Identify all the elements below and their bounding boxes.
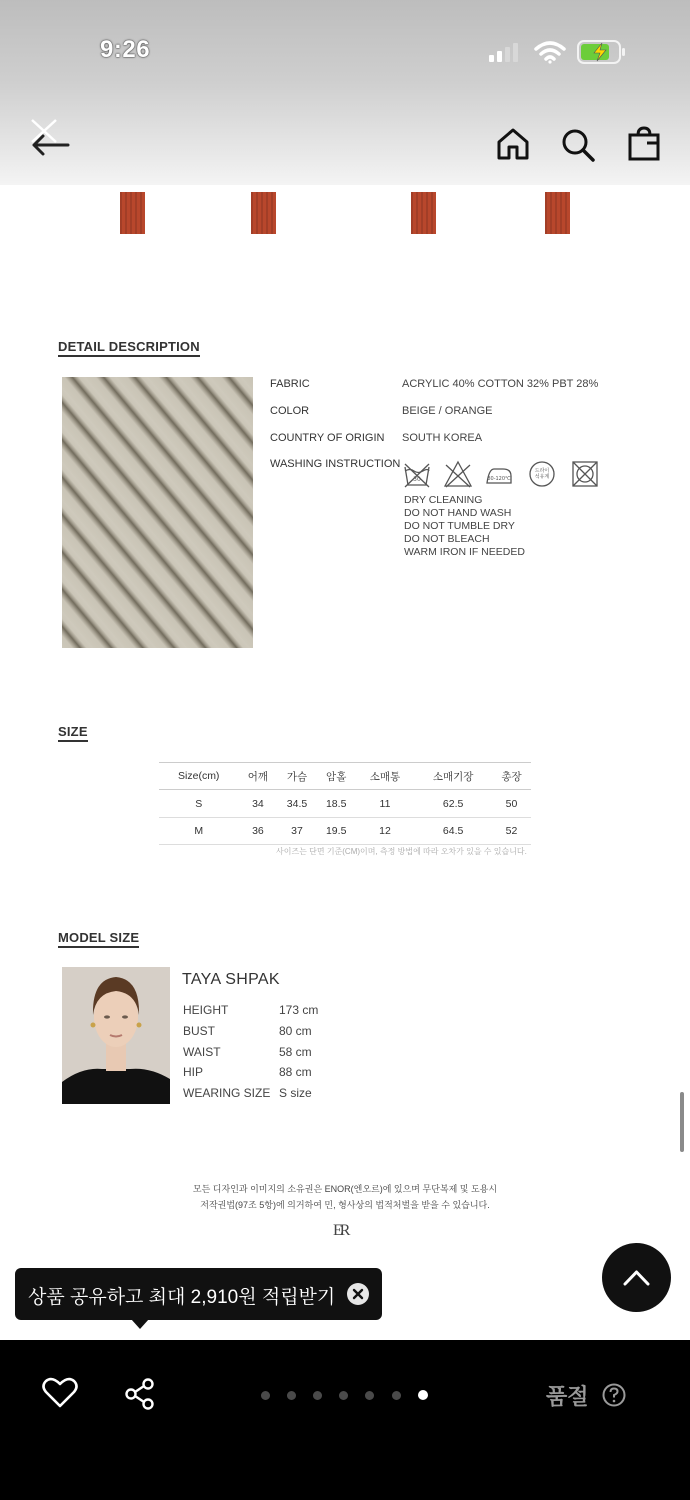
wash-line: DO NOT TUMBLE DRY [404,520,515,532]
back-close-icon[interactable] [28,117,72,161]
toast-close-button[interactable] [347,1283,369,1305]
model-value-waist: 58 cm [279,1045,312,1059]
table-cell: 34 [252,797,264,810]
product-image-strip [120,192,145,234]
wash-line: DRY CLEANING [404,494,483,506]
signal-icon [489,42,523,62]
table-row [159,818,531,845]
scroll-to-top-button[interactable] [602,1243,671,1312]
battery-icon [577,39,627,65]
status-time: 9:26 [100,36,151,63]
page-indicator-dot[interactable] [392,1391,401,1400]
detail-value-origin: SOUTH KOREA [402,432,483,444]
page-indicator-dot[interactable] [261,1391,270,1400]
search-icon[interactable] [560,127,596,163]
close-icon [347,1283,369,1305]
no-bleach-icon [443,459,473,489]
model-section-title: MODEL SIZE [58,930,139,948]
table-cell: 11 [379,797,391,810]
wifi-icon [534,40,566,64]
model-label-hip: HIP [183,1065,204,1079]
model-label-waist: WAIST [183,1045,221,1059]
table-cell: S [195,797,203,810]
table-header-cell: 가슴 [286,770,308,783]
model-label-wearing-size: WEARING SIZE [183,1086,271,1100]
detail-value-color: BEIGE / ORANGE [402,405,493,417]
page-indicator-dot[interactable] [365,1391,374,1400]
model-photo [62,967,170,1104]
chevron-up-icon [602,1243,671,1312]
detail-section-title: DETAIL DESCRIPTION [58,339,200,357]
table-header-cell: Size(cm) [178,770,220,782]
product-image-strip [251,192,276,234]
product-image-strip [411,192,436,234]
dry-clean-text: 드라이 석유계 [534,468,550,480]
table-cell: 18.5 [325,797,347,810]
model-value-height: 173 cm [279,1003,319,1017]
table-cell: 50 [505,797,518,810]
detail-label-origin: COUNTRY OF ORIGIN [270,432,385,444]
table-cell: 62.5 [442,797,464,810]
model-name: TAYA SHPAK [182,971,280,988]
table-cell: M [194,825,204,837]
model-value-wearing-size: S size [279,1086,312,1100]
size-note: 사이즈는 단면 기준(CM)이며, 측정 방법에 따라 오차가 있을 수 있습니다. [276,847,527,856]
detail-label-color: COLOR [270,405,310,417]
size-section-title: SIZE [58,724,88,742]
home-icon[interactable] [496,127,530,161]
product-image-strip [545,192,570,234]
page-indicator-dot[interactable] [313,1391,322,1400]
detail-value-fabric: ACRYLIC 40% COTTON 32% PBT 28% [402,378,599,390]
toast-pointer [131,1319,149,1329]
table-header-cell: 암홀 [326,770,347,783]
table-cell: 37 [291,825,303,837]
bottom-action-bar [0,1340,690,1500]
fabric-swatch-image [62,377,253,648]
no-tumble-dry-icon [570,459,600,489]
table-header-row [159,763,531,790]
page-indicator-dot[interactable] [287,1391,296,1400]
wash-line: DO NOT BLEACH [404,533,490,545]
copyright-line-1: 모든 디자인과 이미지의 소유권은 ENOR(엔오르)에 있으며 무단복제 및 도용시 [192,1184,498,1194]
wash-line: WARM IRON IF NEEDED [404,546,525,558]
table-cell: 36 [252,825,264,837]
model-value-bust: 80 cm [279,1024,312,1038]
iron-temp: 80-120℃ [487,476,511,482]
share-icon[interactable] [123,1377,157,1411]
sold-out-label: 품절 [546,1384,589,1409]
size-table [159,762,531,845]
no-wash-temp: 30 [413,476,421,483]
share-reward-toast[interactable] [15,1268,382,1320]
no-wash-icon [402,459,432,489]
table-header-cell: 소매기장 [432,770,474,783]
help-icon[interactable] [601,1382,627,1408]
heart-icon[interactable] [42,1377,78,1409]
detail-label-washing: WASHING INSTRUCTION [270,458,401,470]
table-cell: 34.5 [286,797,308,810]
table-cell: 64.5 [442,825,464,837]
table-header-cell: 총장 [501,770,522,783]
table-row [159,790,531,818]
page-indicator-dot[interactable] [339,1391,348,1400]
table-cell: 12 [379,825,391,837]
shopping-bag-icon[interactable] [627,126,661,162]
wash-line: DO NOT HAND WASH [404,507,512,519]
page-indicator-dot-active[interactable] [418,1390,428,1400]
model-value-hip: 88 cm [279,1065,312,1079]
brand-logo: ER [333,1222,348,1239]
copyright-line-2: 저작권법(97조 5항)에 의거하여 민, 형사상의 법적처벌을 받을 수 있습니다. [200,1200,490,1210]
scrollbar[interactable] [680,1092,684,1152]
table-cell: 52 [505,825,518,837]
iron-icon [484,459,514,489]
model-label-height: HEIGHT [183,1003,229,1017]
table-header-cell: 어깨 [247,770,269,783]
detail-label-fabric: FABRIC [270,378,310,390]
dry-clean-icon [527,459,557,489]
toast-message: 상품 공유하고 최대 2,910원 적립받기 [28,1287,336,1308]
table-header-cell: 소매통 [369,770,401,783]
model-label-bust: BUST [183,1024,216,1038]
table-cell: 19.5 [325,825,347,837]
